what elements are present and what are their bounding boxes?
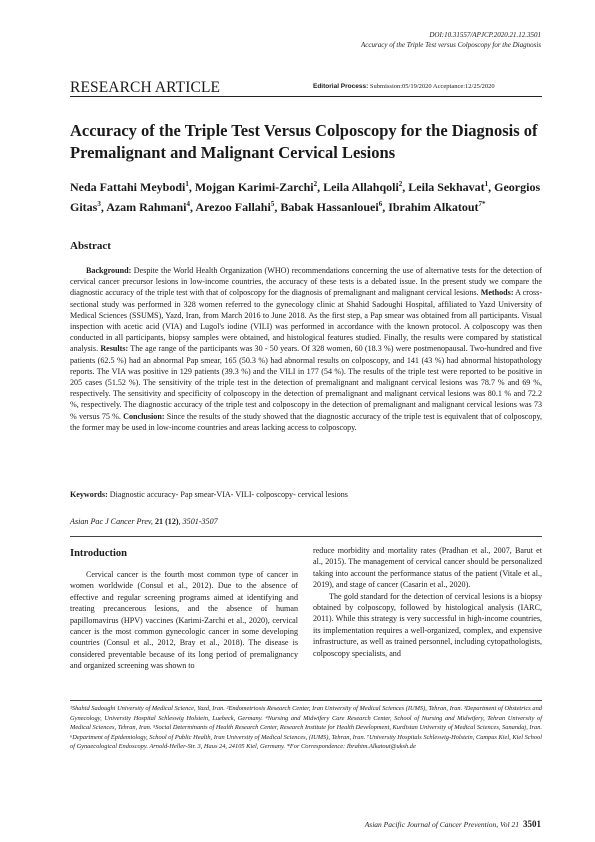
doi-text: DOI:10.31557/APJCP.2020.21.12.3501 bbox=[429, 31, 541, 39]
author-affiliation-mark: 5 bbox=[270, 200, 275, 208]
abstract-heading: Abstract bbox=[70, 240, 111, 252]
page-number: 3501 bbox=[523, 819, 541, 829]
editorial-dates: Submission:05/19/2020 Acceptance:12/25/2020 bbox=[369, 83, 495, 90]
methods-label: Methods: bbox=[480, 288, 514, 298]
conclusion-label: Conclusion: bbox=[123, 411, 165, 421]
keywords-text: Diagnostic accuracy- Pap smear-VIA- VILI- colposcopy- cervical lesions bbox=[107, 490, 348, 499]
affiliations-footnote: ¹Shahid Sadoughi University of Medical Science, Yazd, Iran. ²Endometriosis Research Center, Iran University of Medical Sciences (IUMS), Tehran, Iran. ³Department of Obstetrics and Gynecology, University Hospital Schleswig Holstein, Luebeck, Germany. ⁴Nursing and Midwifery Care Research Center, School of Nursing and Midwifery, Tehran University of Medical Sciences, Tehran, Iran. ⁵Social Determinants of Health Research Center, Research Institute for Health Development, Kurdistan University of Medical Sciences, Sanandaj, Iran. ⁶Department of Epidemiology, School of Public Health, Iran University of Medical Sciences, (IUMS), Tehran, Iran. ⁷University Hospitals Schleswig-Holstein, Campus Kiel, Kiel School of Gynaecological Endoscopy. Arnold-Heller-Str. 3, Haus 24, 24105 Kiel, Germany. *For Correspondence: Ibrahim.Alkatout@uksh.de bbox=[70, 705, 542, 751]
author-name: Ibrahim Alkatout bbox=[388, 200, 479, 214]
footnote-rule bbox=[70, 700, 542, 701]
body-paragraph: Cervical cancer is the fourth most common type of cancer in women worldwide (Consul et al., 2012). Due to the absence of effective and regular screening programs aimed at identifying and treating precancerous lesions, and the absence of human papillomavirus (HPV) vaccines (Karimi-Zarchi et al., 2020), cervical cancer is the most common gynecologic cancer in some developing countries (Consul et al., 2012, Bray et al., 2018). The disease is considered preventable because of its long period of premalignancy and organized screening was shown to bbox=[70, 570, 298, 671]
keywords bbox=[70, 489, 542, 500]
author-name: Georgios Gitas bbox=[70, 180, 541, 214]
author-name: Arezoo Fallahi bbox=[195, 200, 271, 214]
author-name: Mojgan Karimi-Zarchi bbox=[194, 180, 314, 194]
author-list bbox=[70, 176, 550, 216]
author-separator: , bbox=[488, 180, 495, 194]
author-affiliation-mark: 6 bbox=[378, 200, 383, 208]
citation bbox=[70, 517, 218, 526]
background-label: Background: bbox=[86, 266, 132, 275]
author-name: Babak Hassanlouei bbox=[280, 200, 379, 214]
section-rule bbox=[70, 536, 542, 537]
background-text: Despite the World Health Organization (WHO) recommendations concerning the use of alternative tests for the detection of cervical cancer precursor lesions in low-income countries, the accuracy of these tests is a debated issue. In the present study we compare the diagnostic accuracy of the triple test with that of colposcopy for the diagnosis of premalignant and malignant cervical lesions. bbox=[70, 266, 542, 298]
article-type-label: RESEARCH ARTICLE bbox=[70, 79, 221, 96]
author-separator: , bbox=[188, 180, 195, 194]
author-affiliation-mark: 4 bbox=[186, 200, 191, 208]
methods-text: A cross-sectional study was performed in 328 women referred to the gynecology clinic at Shahid Sadoughi Hospital, affiliated to Yazd University of Medical Sciences (SSUMS), Yazd, Iran, from March 2016 to June 2018. As the first step, a Pap smear was obtained from all participants. Visual inspection with acetic acid (VIA) and Lugol's iodine (VILI) was performed in accordance with the known protocol. A colposcopy was then conducted in all participants, biopsy samples were obtained, and histological features studied. Finally, the results were compared by statistical analysis. bbox=[70, 288, 543, 354]
body-column-right bbox=[313, 545, 542, 659]
author-name: Leila Allahqoli bbox=[323, 180, 399, 194]
paper-title: Accuracy of the Triple Test Versus Colposcopy for the Diagnosis of Premalignant and Malignant Cervical Lesions bbox=[70, 121, 538, 162]
citation-journal: Asian Pac J Cancer Prev, bbox=[70, 517, 155, 526]
conclusion-text: Since the results of the study showed that the diagnostic accuracy of the triple test is equivalent that of colposcopy, the former may be used in low-income countries and areas lacking access to colposcopy. bbox=[70, 411, 542, 432]
author-name: Leila Sekhavat bbox=[408, 180, 485, 194]
author-affiliation-mark: 1 bbox=[484, 180, 489, 188]
body-paragraph: reduce morbidity and mortality rates (Pradhan et al., 2007, Barut et al., 2015). The management of cervical cancer should be personalized taking into account the performance status of the patient (Vitale et al., 2019), and stage of cancer (Casarin et al., 2020). bbox=[313, 546, 542, 590]
author-separator: , bbox=[100, 200, 107, 214]
author-affiliation-mark: 3 bbox=[97, 200, 101, 208]
body-column-left bbox=[70, 569, 298, 672]
footer-journal: Asian Pacific Journal of Cancer Prevention, Vol 21 bbox=[364, 820, 519, 829]
author-name: Neda Fattahi Meybodi bbox=[70, 180, 186, 194]
author-affiliation-mark: 7* bbox=[478, 200, 486, 208]
running-title: Accuracy of the Triple Test versus Colposcopy for the Diagnosis bbox=[361, 41, 541, 49]
running-header bbox=[241, 30, 541, 50]
author-affiliation-mark: 1 bbox=[185, 180, 189, 188]
author-name: Azam Rahmani bbox=[106, 200, 187, 214]
author-separator: , bbox=[402, 180, 409, 194]
page-footer bbox=[365, 819, 541, 829]
editorial-label: Editorial Process: bbox=[313, 83, 369, 90]
introduction-heading: Introduction bbox=[70, 548, 127, 559]
results-label: Results: bbox=[100, 344, 129, 354]
citation-pages: , 3501-3507 bbox=[178, 517, 218, 526]
keywords-label: Keywords: bbox=[70, 490, 108, 499]
citation-volume: 21 (12) bbox=[154, 517, 179, 526]
author-separator: , bbox=[190, 200, 196, 214]
results-text: The age range of the participants was 30 - 50 years. Of 328 women, 60 (18.3 %) were postmenopausal. Two-hundred and five patients (62.5 %) had an abnormal Pap smear, 165 (50.3 %) had abnormal results on colposcopy, and 141 (43 %) had abnormal histopathology reports. The VIA was positive in 129 patients (39.3 %) and the VILI in 177 (54 %). The results of the triple test were reported to be positive in 205 cases (51.52 %). The sensitivity of the triple test in the detection of premalignant and malignant cervical lesions was 78.7 % and 69 %, respectively. The sensitivity and specificity of colposcopy in the detection of premalignant and malignant cervical lesions was 80.1 % and 72.2 %, respectively. The diagnostic accuracy of the triple test and colposcopy in the detection of premalignant and malignant cervical lesions was 73 % versus 75 %. bbox=[70, 344, 542, 421]
abstract-body bbox=[70, 265, 542, 433]
author-separator: , bbox=[274, 200, 281, 214]
author-separator: , bbox=[317, 180, 324, 194]
author-separator: , bbox=[382, 200, 389, 214]
author-affiliation-mark: 2 bbox=[398, 180, 403, 188]
author-affiliation-mark: 2 bbox=[313, 180, 318, 188]
body-paragraph: The gold standard for the detection of cervical lesions is a biopsy obtained by colposcopy, followed by histological analysis (IARC, 2011). While this strategy is very successful in high-income countries, its implementation requires a well-organized, complex, and expensive infrastructure, as well as trained personnel, including cytopathologists, colposcopy specialists, and bbox=[313, 591, 542, 658]
editorial-process bbox=[313, 83, 495, 90]
header-rule bbox=[70, 96, 542, 97]
